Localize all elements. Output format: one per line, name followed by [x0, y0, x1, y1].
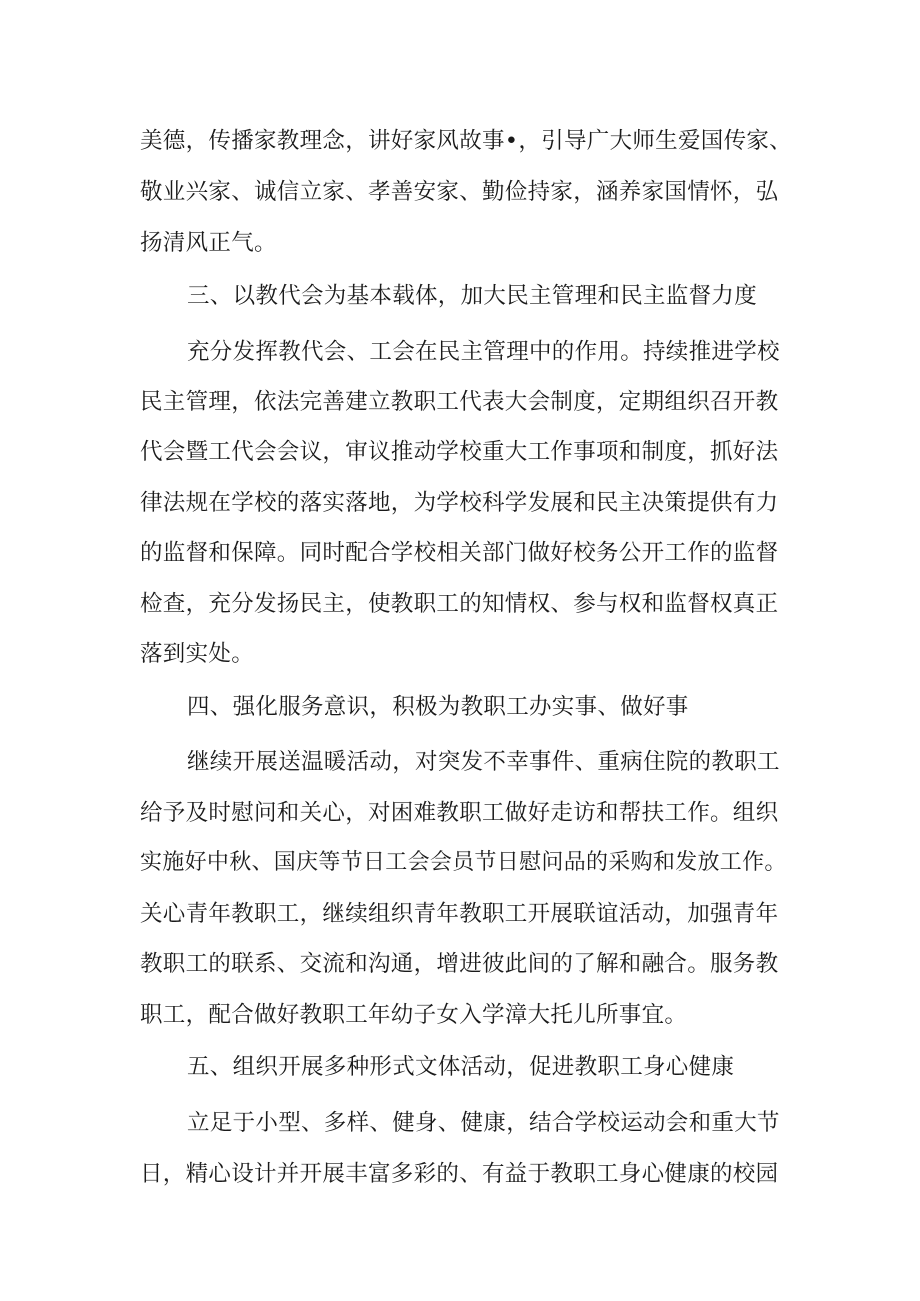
paragraph-line: 落到实处。 — [140, 641, 255, 667]
section-heading-3: 三、以教代会为基本载体，加大民主管理和民主监督力度 — [187, 283, 758, 309]
paragraph-line: 代会暨工代会会议，审议推动学校重大工作事项和制度，抓好法 — [140, 439, 779, 465]
paragraph-line: 充分发挥教代会、工会在民主管理中的作用。持续推进学校 — [187, 339, 780, 365]
paragraph-line: 教职工的联系、交流和沟通，增进彼此间的了解和融合。服务教 — [140, 951, 779, 977]
paragraph-line: 民主管理，依法完善建立教职工代表大会制度，定期组织召开教 — [140, 389, 779, 415]
section-heading-4: 四、强化服务意识，积极为教职工办实事、做好事 — [187, 694, 689, 720]
paragraph-line: 的监督和保障。同时配合学校相关部门做好校务公开工作的监督 — [140, 540, 779, 566]
paragraph-line: 敬业兴家、诚信立家、孝善安家、勤俭持家，涵养家国情怀，弘 — [140, 179, 779, 205]
paragraph-line: 律法规在学校的落实落地，为学校科学发展和民主决策提供有力 — [140, 490, 779, 516]
paragraph-line: 给予及时慰问和关心，对困难教职工做好走访和帮扶工作。组织 — [140, 800, 779, 826]
paragraph-line: 美德，传播家教理念，讲好家风故事•，引导广大师生爱国传家、 — [140, 128, 792, 154]
paragraph-line: 立足于小型、多样、健身、健康，结合学校运动会和重大节 — [187, 1110, 780, 1136]
paragraph-line: 职工，配合做好教职工年幼子女入学漳大托儿所事宜。 — [140, 1002, 688, 1028]
section-heading-5: 五、组织开展多种形式文体活动，促进教职工身心健康 — [187, 1054, 735, 1080]
paragraph-line: 扬清风正气。 — [140, 230, 277, 256]
paragraph-line: 日，精心设计并开展丰富多彩的、有益于教职工身心健康的校园 — [140, 1161, 779, 1187]
paragraph-line: 继续开展送温暖活动，对突发不幸事件、重病住院的教职工 — [187, 749, 780, 775]
paragraph-line: 关心青年教职工，继续组织青年教职工开展联谊活动，加强青年 — [140, 901, 779, 927]
paragraph-line: 实施好中秋、国庆等节日工会会员节日慰问品的采购和发放工作。 — [140, 850, 787, 875]
paragraph-line: 检查，充分发扬民主，使教职工的知情权、参与权和监督权真正 — [140, 591, 779, 617]
